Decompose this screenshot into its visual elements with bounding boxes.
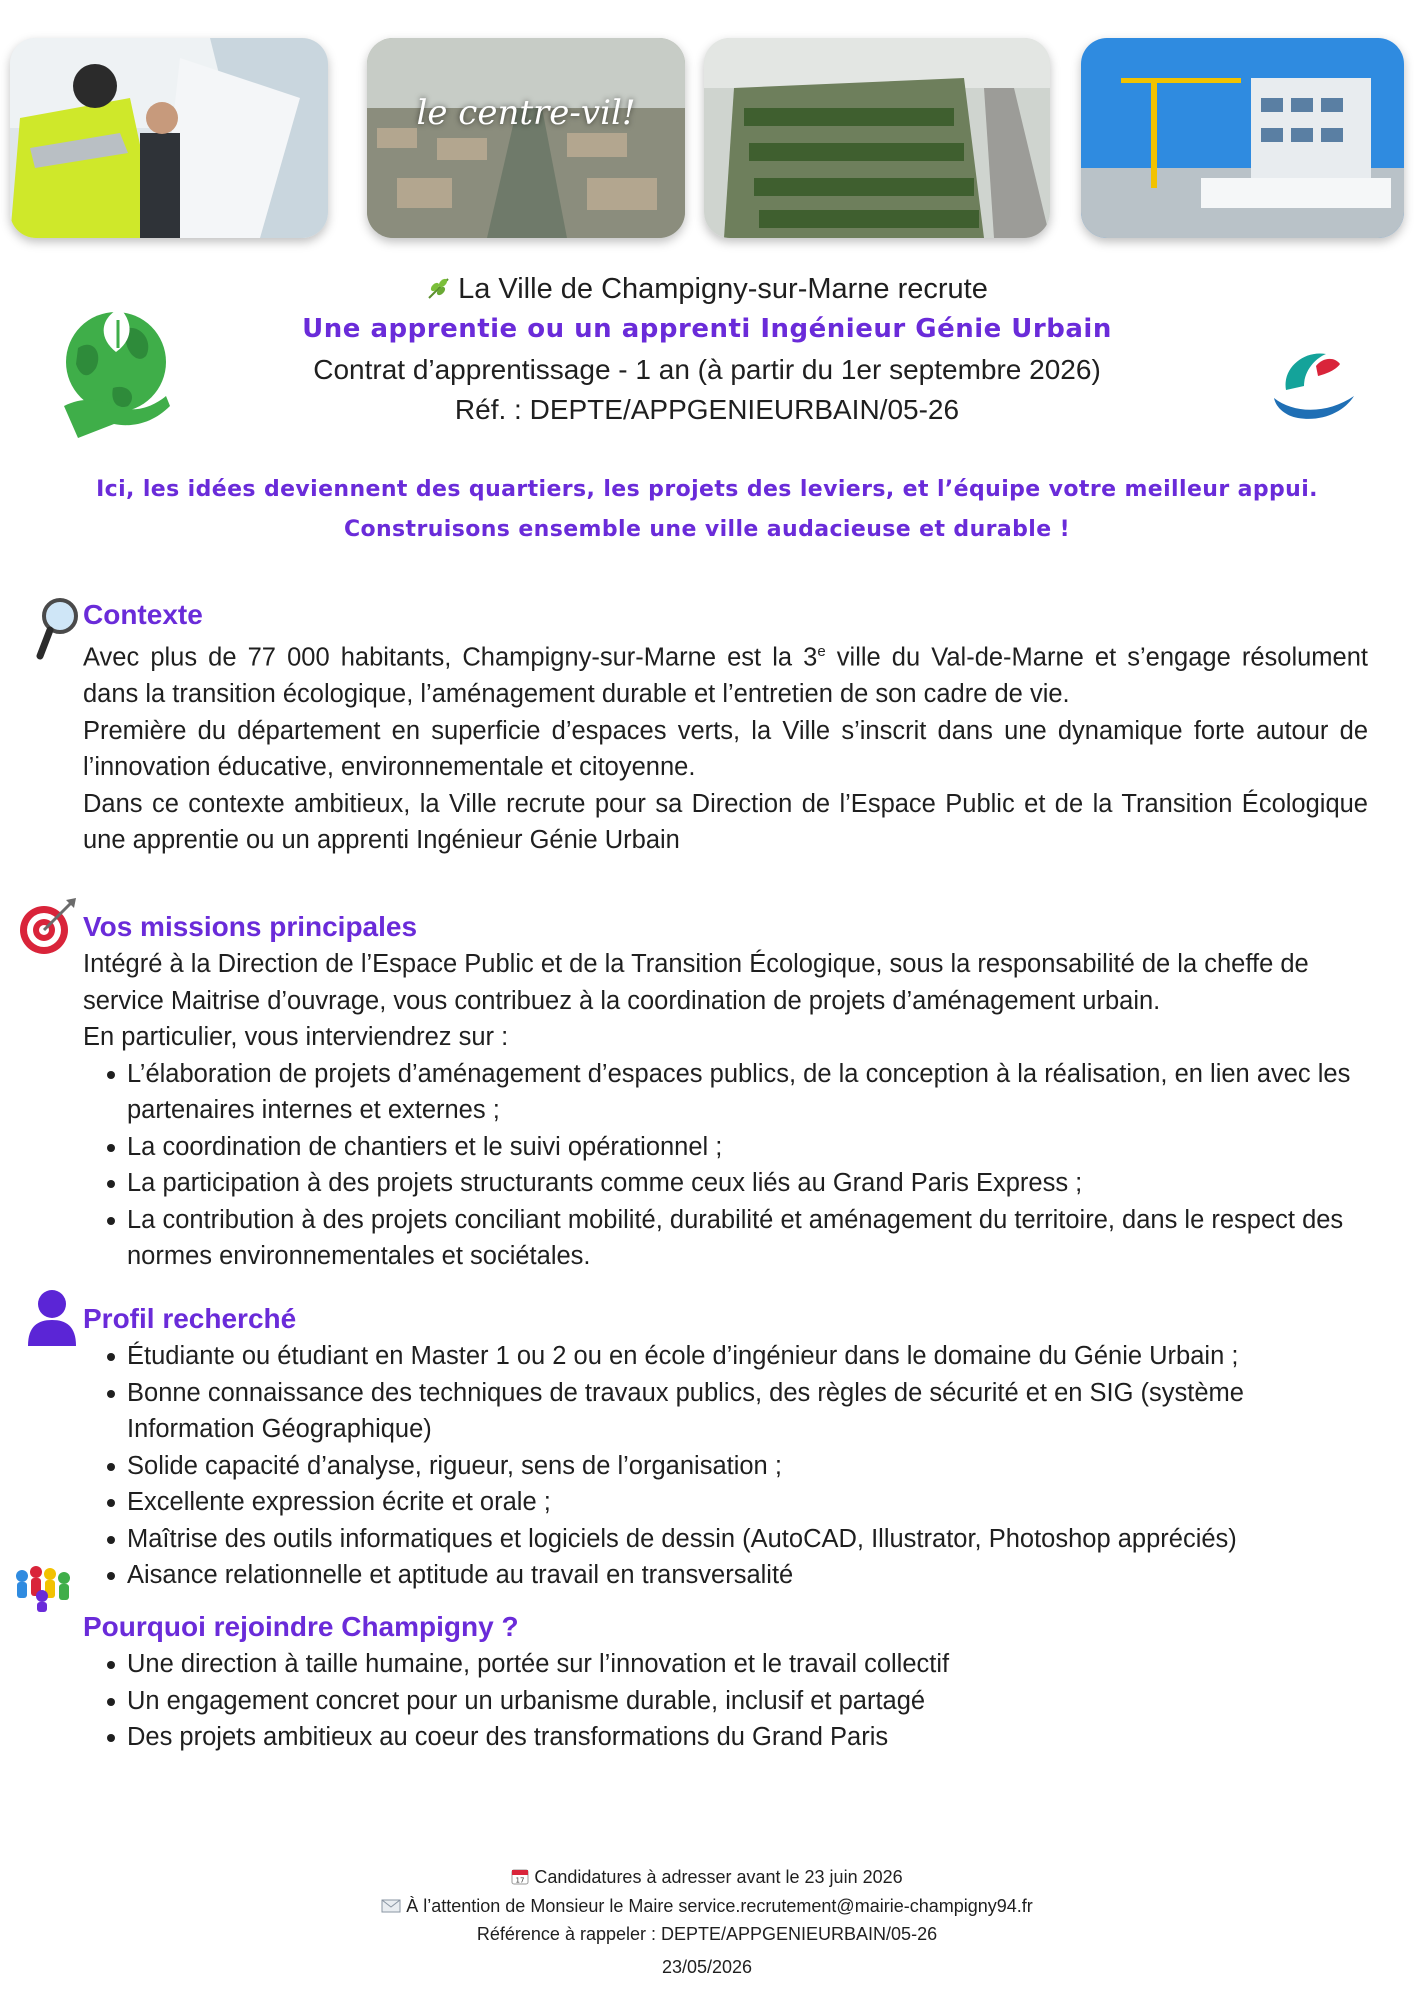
tagline <box>0 470 1414 550</box>
missions-lead: En particulier, vous interviendrez sur : <box>83 1023 509 1051</box>
construction-photo-icon <box>1081 38 1404 238</box>
list-item: Étudiante ou étudiant en Master 1 ou 2 ou en école d’ingénieur dans le domaine du Génie Urbain ; <box>127 1338 1368 1375</box>
list-item: Excellente expression écrite et orale ; <box>127 1484 1368 1521</box>
contact-text: À l’attention de Monsieur le Maire service.recrutement@mairie-champigny94.fr <box>406 1895 1033 1916</box>
target-icon <box>18 896 80 963</box>
list-item: Bonne connaissance des techniques de travaux publics, des règles de sécurité et en SIG (système Information Géographique) <box>127 1375 1368 1448</box>
reference-reminder: Référence à rappeler : DEPTE/APPGENIEURBAIN/05-26 <box>476 1924 938 1944</box>
job-title: Une apprentie ou un apprenti Ingénieur Génie Urbain <box>302 314 1112 344</box>
context-paragraph-2: Première du département en superficie d’espaces verts, la Ville s’inscrit dans une dynamique forte autour de l’innovation éducative, environnementale et citoyenne. <box>83 716 1368 781</box>
missions-intro: Intégré à la Direction de l’Espace Public et de la Transition Écologique, sous la responsabilité de la cheffe de service Maitrise d’ouvrage, vous contribuez à la coordination de projets d’aménagement urbain. <box>83 950 1309 1015</box>
profile-list <box>83 1338 1368 1594</box>
deadline-text: Candidatures à adresser avant le 23 juin 2026 <box>534 1867 903 1887</box>
why-section <box>83 1608 1368 1756</box>
recruiter-line <box>0 270 1414 308</box>
profile-section <box>83 1300 1368 1594</box>
list-item: Un engagement concret pour un urbanisme durable, inclusif et partagé <box>127 1683 1368 1720</box>
list-item: Des projets ambitieux au coeur des transformations du Grand Paris <box>127 1719 1368 1756</box>
deadline-line <box>0 1864 1414 1893</box>
list-item: Aisance relationnelle et aptitude au travail en transversalité <box>127 1557 1368 1594</box>
photo-city-centre <box>367 38 685 238</box>
calendar-icon <box>511 1866 529 1893</box>
application-footer <box>0 1864 1414 1980</box>
contact-line <box>0 1893 1414 1922</box>
publication-date: 23/05/2026 <box>661 1956 753 1977</box>
list-item: La participation à des projets structurants comme ceux liés au Grand Paris Express ; <box>127 1165 1368 1202</box>
workers-photo-icon <box>10 38 328 238</box>
context-paragraph-3: Dans ce contexte ambitieux, la Ville recrute pour sa Direction de l’Espace Public et de la Transition Écologique une apprentie ou un apprenti Ingénieur Génie Urbain <box>83 789 1368 854</box>
list-item: La coordination de chantiers et le suivi opérationnel ; <box>127 1129 1368 1166</box>
list-item: L’élaboration de projets d’aménagement d’espaces publics, de la conception à la réalisation, en lien avec les partenaires internes et externes ; <box>127 1056 1368 1129</box>
tagline-line-1: Ici, les idées deviennent des quartiers, les projets des leviers, et l’équipe votre meilleur appui. <box>96 477 1318 502</box>
team-people-icon <box>12 1562 76 1617</box>
list-item: La contribution à des projets conciliant mobilité, durabilité et aménagement du territoire, dans le respect des normes environnementales et sociétales. <box>127 1202 1368 1275</box>
photo-banner <box>10 38 1404 248</box>
photo-workers-plans <box>10 38 328 238</box>
green-building-photo-icon <box>704 38 1050 238</box>
photo-construction-site <box>1081 38 1404 238</box>
tagline-line-2: Construisons ensemble une ville audacieuse et durable ! <box>343 517 1071 542</box>
leaf-icon <box>426 273 452 311</box>
list-item: Solide capacité d’analyse, rigueur, sens de l’organisation ; <box>127 1448 1368 1485</box>
svg-text:17: 17 <box>515 1876 525 1885</box>
aerial-photo-icon <box>367 38 685 238</box>
photo-green-building <box>704 38 1050 238</box>
why-list <box>83 1646 1368 1756</box>
envelope-icon <box>381 1895 401 1922</box>
context-title: Contexte <box>83 599 203 630</box>
contract-type: Contrat d’apprentissage - 1 an (à partir du 1er septembre 2026) <box>313 354 1101 385</box>
job-reference: Réf. : DEPTE/APPGENIEURBAIN/05-26 <box>454 394 960 425</box>
missions-list <box>83 1056 1368 1275</box>
context-paragraph-1: Avec plus de 77 000 habitants, Champigny-sur-Marne est la 3e ville du Val-de-Marne et s’engage résolument dans la transition écologique, l’aménagement durable et l’entretien de son cadre de vie. <box>83 643 1368 708</box>
missions-title: Vos missions principales <box>83 911 418 942</box>
person-icon <box>26 1288 78 1351</box>
why-title: Pourquoi rejoindre Champigny ? <box>83 1611 519 1642</box>
missions-section <box>83 908 1368 1275</box>
job-header <box>0 270 1414 430</box>
photo-overlay-text: le centre-vil! <box>416 93 636 133</box>
profile-title: Profil recherché <box>83 1303 297 1334</box>
magnifier-icon <box>36 596 80 665</box>
recruiter-text: La Ville de Champigny-sur-Marne recrute <box>458 273 988 305</box>
context-section <box>83 596 1368 859</box>
list-item: Maîtrise des outils informatiques et logiciels de dessin (AutoCAD, Illustrator, Photoshop appréciés) <box>127 1521 1368 1558</box>
list-item: Une direction à taille humaine, portée sur l’innovation et le travail collectif <box>127 1646 1368 1683</box>
